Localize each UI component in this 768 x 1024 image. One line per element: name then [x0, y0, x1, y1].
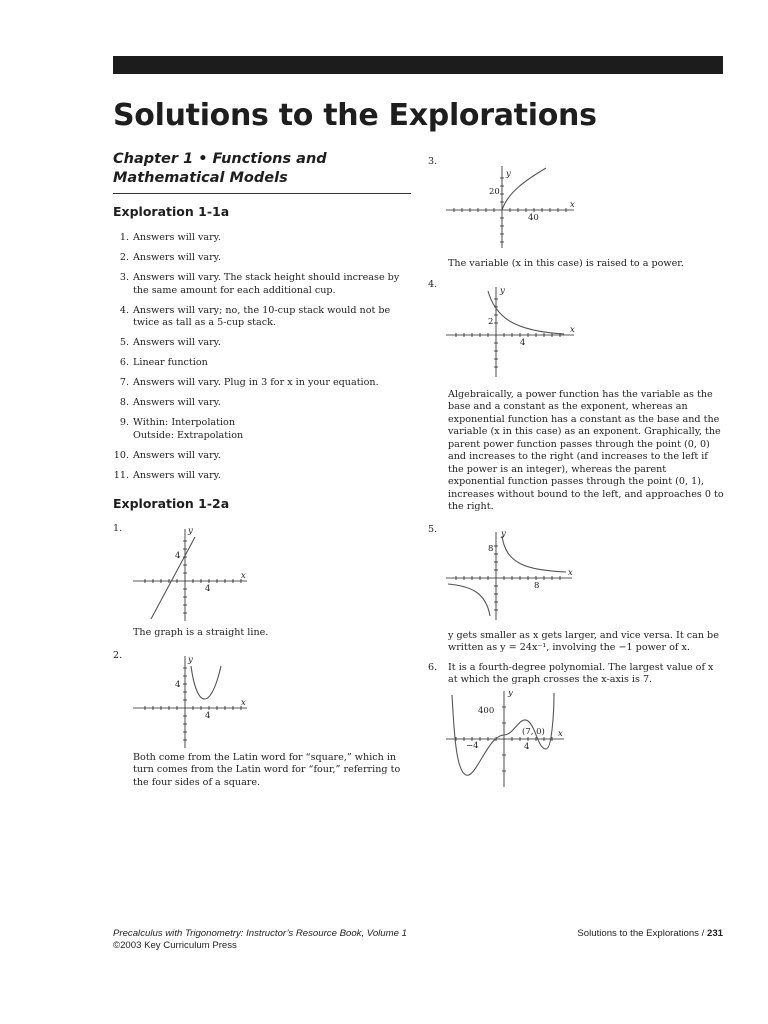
exponential-graph	[446, 279, 596, 379]
y-tick-label: 2	[488, 316, 494, 327]
point-label: (7, 0)	[522, 726, 545, 737]
item-3: 3. y x 20 40 The variable (x in this case) is raised to a power.	[428, 156, 724, 271]
line-graph	[131, 523, 281, 623]
x-tick-label: 4	[205, 710, 211, 721]
x-axis-label: x	[558, 728, 563, 739]
list-item: 4. Answers will vary; no, the 10-cup stack would not be twice as tall as a 5-cup stack.	[119, 304, 391, 328]
item-5: 5. y x 8 8 y gets smaller as x gets larger, and vice versa. It can be written as y = 24x⁻¹, involving the −1 power of x.	[428, 524, 724, 655]
graph-curve-positive	[502, 536, 566, 572]
footer-right	[577, 928, 723, 940]
parabola-graph	[131, 650, 281, 750]
page-title: Solutions to the Explorations	[113, 98, 597, 133]
graph-caption: y gets smaller as x gets larger, and vice versa. It can be written as y = 24x⁻¹, involving the −1 power of x.	[448, 629, 719, 653]
reciprocal-graph	[446, 524, 596, 624]
y-axis-label: y	[501, 528, 506, 539]
header-bar	[113, 56, 723, 74]
list-item: 2. Answers will vary.	[119, 252, 221, 263]
list-item: 9. Within: Interpolation Outside: Extrapolation	[119, 417, 244, 441]
left-column	[113, 150, 411, 789]
item-text: It is a fourth-degree polynomial. The largest value of x at which the graph crosses the x-axis is 7.	[448, 661, 714, 685]
y-tick-label: 8	[488, 543, 494, 554]
x-tick-label: 4	[205, 584, 211, 594]
list-item: 3. Answers will vary. The stack height should increase by the same amount for each additional cup.	[119, 272, 400, 296]
footer-book-title: Precalculus with Trigonometry: Instructor’s Resource Book, Volume 1	[113, 928, 407, 939]
x-axis-label: x	[241, 697, 246, 708]
item-6: 6. It is a fourth-degree polynomial. The largest value of x at which the graph crosses the x-axis is 7. y x 400 −4 4 (7, 0)	[428, 662, 724, 791]
power-graph	[446, 156, 596, 252]
graph-caption: Algebraically, a power function has the variable as the base and a constant as the exponent, whereas an exponential function has a constant as the base and the variable (x in this case) as an exponent. Graphically, the parent power function passes through the point (0, 0) and increases to the right (and increases to the left if the power is an integer), whereas the parent exponential function passes through the point (0, 1), increases without bound to the left, and approaches 0 to the right.	[448, 388, 724, 512]
footer-left	[113, 928, 407, 952]
right-column	[428, 150, 724, 791]
list-item: 11. Answers will vary.	[113, 469, 221, 481]
chapter-rule	[113, 193, 411, 194]
y-axis-label: y	[188, 654, 193, 665]
graph-caption: Both come from the Latin word for “square,” which in turn comes from the Latin word for “four,” referring to the four sides of a square.	[133, 751, 401, 788]
exploration-1-2a-item-1: 1. y x 4 4 The graph is a straight line.	[113, 523, 411, 640]
exploration-1-1a-list	[113, 232, 411, 482]
graph-curve	[488, 291, 564, 334]
list-item: 10. Answers will vary.	[113, 449, 221, 461]
x-axis-label: x	[570, 200, 575, 210]
exploration-1-2a-item-2: 2. y x 4 4 Both come from the Latin word for “square,” which in turn comes from the Latin word for “four,” referring to the four sides of a square.	[113, 650, 411, 790]
chapter-heading: Chapter 1 • Functions and Mathematical Models	[113, 151, 327, 186]
list-item: 8. Answers will vary.	[119, 397, 221, 408]
x-tick-label: 40	[528, 213, 539, 223]
list-item: 1. Answers will vary.	[119, 232, 221, 243]
y-tick-label: 4	[175, 551, 181, 561]
x-tick-label: 4	[520, 337, 526, 348]
graph-curve-negative	[448, 584, 490, 616]
graph-curve	[151, 537, 195, 619]
y-tick-label: 20	[489, 187, 500, 197]
y-axis-label: y	[500, 285, 505, 296]
x-axis-label: x	[241, 571, 246, 581]
page-number: 231	[706, 928, 723, 939]
polynomial-graph	[446, 691, 596, 791]
x-tick-label: 4	[524, 741, 530, 752]
x-tick-label-negative: −4	[466, 740, 479, 751]
item-4: 4. y x 2 4 Algebraically, a power function has the variable as the base and a constant as the exponent, whereas an exponential function has a constant as the base and the variable (x in this case) as an exponent. Graphically, the parent power function passes through the point (0, 0) and increases to the right (and increases to the left if the power is an integer), whereas the parent exponential function passes through the point (0, 1), increases without bound to the left, and approaches 0 to the right.	[428, 278, 724, 512]
graph-curve	[191, 666, 221, 699]
list-item: 7. Answers will vary. Plug in 3 for x in your equation.	[119, 377, 379, 388]
y-tick-label: 4	[175, 679, 181, 690]
x-tick-label: 8	[534, 580, 540, 591]
x-axis-label: x	[570, 324, 575, 335]
y-axis-label: y	[506, 169, 511, 179]
list-item: 6. Linear function	[119, 357, 208, 368]
exploration-1-1a-heading: Exploration 1-1a	[113, 204, 230, 219]
footer-section-title: Solutions to the Explorations /	[577, 928, 705, 939]
y-axis-label: y	[188, 526, 193, 536]
x-axis-label: x	[568, 567, 573, 578]
footer-copyright: ©2003 Key Curriculum Press	[113, 940, 237, 951]
exploration-1-2a-heading: Exploration 1-2a	[113, 496, 230, 511]
list-item: 5. Answers will vary.	[119, 337, 221, 348]
graph-caption: The variable (x in this case) is raised to a power.	[448, 258, 684, 269]
y-tick-label: 400	[478, 705, 495, 716]
y-axis-label: y	[508, 690, 513, 698]
graph-caption: The graph is a straight line.	[133, 627, 269, 638]
